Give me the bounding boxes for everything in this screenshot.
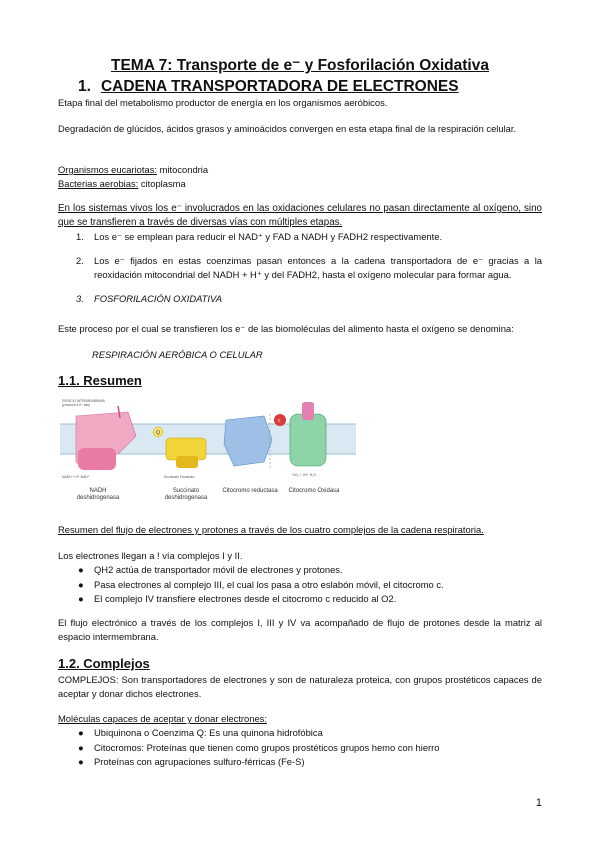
- list-number: 3.: [76, 293, 84, 304]
- list-item: [58, 578, 542, 593]
- list-item: [58, 563, 542, 578]
- bullet: ●: [78, 578, 84, 590]
- complex-ii-subunit: [176, 456, 198, 468]
- list-text: Los e⁻ se emplean para reducir el NAD⁺ y FAD a NADH y FADH2 respectivamente.: [94, 231, 443, 242]
- complex-iv-subunit: [302, 402, 314, 420]
- list-text: FOSFORILACIÓN OXIDATIVA: [94, 293, 222, 304]
- section-resumen-heading: 1.1. Resumen: [58, 373, 142, 388]
- bullet: ●: [78, 727, 84, 738]
- section-complejos-heading: 1.2. Complejos: [58, 656, 150, 671]
- figure-label-nadh-1: NADH: [89, 488, 107, 494]
- numbered-list: [58, 230, 542, 306]
- euk-value: mitocondria: [157, 164, 209, 175]
- list-text: Pasa electrones al complejo III, el cual los pasa a otro eslabón móvil, el citocromo c.: [94, 578, 444, 590]
- list-text: Proteínas con agrupaciones sulfuro-férricas (Fe-S): [94, 756, 305, 767]
- list-text: Los e⁻ fijados en estas coenzimas pasan entonces a la cadena transportadora de e⁻ gracias a la reoxidación mitocondrial del NADH + H⁺ y del FADH2, hasta el oxígeno molecular para formar agua.: [94, 255, 542, 280]
- list-text: El complejo IV transfiere electrones desde el citocromo c reducido al O2.: [94, 593, 397, 604]
- figure-label-cyt-oxidasa: Citocromo Oxidasa: [288, 488, 340, 494]
- list-text: QH2 actúa de transportador móvil de electrones y protones.: [94, 564, 343, 575]
- figure-label-succinato-2: deshidrogenasa: [164, 495, 208, 501]
- ubiquinone-label: Q: [156, 430, 160, 436]
- bullet: ●: [78, 756, 84, 767]
- figure-reaction-left: NADH + H⁺ NAD⁺: [62, 475, 90, 479]
- list-item: [58, 254, 542, 282]
- bac-value: citoplasma: [138, 178, 186, 189]
- respiratory-chain-figure: [58, 394, 358, 509]
- figure-label-succinato-1: Succinato: [172, 488, 200, 494]
- list-item: [58, 726, 542, 741]
- figure-small-label-1: ESPACIO INTERMEMBRANA: [62, 399, 105, 403]
- respiration-term: RESPIRACIÓN AERÓBICA O CELULAR: [92, 349, 263, 360]
- bullet: ●: [78, 593, 84, 604]
- organisms-bacteria: [58, 177, 542, 191]
- degradation-paragraph: Degradación de glúcidos, ácidos grasos y aminoácidos convergen en esta etapa final de la respiración celular.: [58, 123, 517, 134]
- list-number: 1.: [76, 231, 84, 242]
- process-paragraph: Este proceso por el cual se transfieren los e⁻ de las biomoléculas del alimento hasta el oxígeno se denomina:: [58, 323, 514, 334]
- heading-text: CADENA TRANSPORTADORA DE ELECTRONES: [100, 78, 459, 95]
- electrons-arrive: Los electrones llegan a ! vía complejos I y II.: [58, 550, 243, 561]
- complex-iv-shape: [290, 414, 326, 466]
- list-number: 2.: [76, 255, 84, 266]
- bullet: ●: [78, 564, 84, 575]
- bac-label: Bacterias aerobias:: [58, 178, 139, 189]
- living-systems-paragraph: En los sistemas vivos los e⁻ involucrados en las oxidaciones celulares no pasan directamente al oxígeno, sino que se transfieren a través de diversas vías con múltiples etapas.: [58, 203, 542, 228]
- figure-small-label-2: (protones a H⁺ alto): [62, 403, 91, 407]
- list-item: [58, 755, 542, 770]
- bullet-list-1: [58, 563, 542, 607]
- list-item: [58, 292, 542, 306]
- list-item: [58, 230, 542, 244]
- list-text: Citocromos: Proteínas que tienen como grupos prostéticos grupos hemo con hierro: [94, 741, 440, 753]
- intro-paragraph: Etapa final del metabolismo productor de energía en los organismos aeróbicos.: [58, 97, 388, 108]
- flow-paragraph: El flujo electrónico a través de los complejos I, III y IV va acompañado de flujo de protones desde la matriz al espacio intermembrana.: [58, 617, 542, 642]
- figure-reaction-right: ½O₂ + 2H⁺ H₂O: [292, 473, 317, 477]
- list-item: [58, 741, 542, 756]
- resumen-caption: Resumen del flujo de electrones y protones a través de los cuatro complejos de la cadena respiratoria.: [58, 524, 484, 535]
- complex-iii-shape: [224, 416, 272, 466]
- molecules-heading: Moléculas capaces de aceptar y donar electrones:: [58, 713, 267, 724]
- euk-label: Organismos eucariotas:: [58, 164, 158, 175]
- figure-label-cyt-reductasa: Citocromo reductasa: [222, 488, 278, 494]
- figure-label-nadh-2: deshidrogenasa: [76, 495, 120, 501]
- complejos-paragraph: COMPLEJOS: Son transportadores de electrones y son de naturaleza proteica, con grupos prostéticos capaces de aceptar y donar dichos electrones.: [58, 674, 542, 699]
- page-number: 1: [535, 797, 542, 809]
- heading-number: 1.: [78, 78, 91, 95]
- list-item: [58, 592, 542, 607]
- page-title: TEMA 7: Transporte de e⁻ y Fosforilación Oxidativa: [111, 57, 489, 74]
- cytochrome-c-label: c: [278, 418, 281, 424]
- bullet: ●: [78, 741, 84, 753]
- list-text: Ubiquinona o Coenzima Q: Es una quinona hidrofóbica: [94, 727, 323, 738]
- figure-reaction-mid: Succinato Fumarato: [164, 475, 195, 479]
- bullet-list-2: [58, 726, 542, 770]
- organisms-eukaryotes: [58, 163, 542, 177]
- complex-i-matrix-arm: [78, 448, 116, 470]
- heading-cadena: [78, 78, 459, 96]
